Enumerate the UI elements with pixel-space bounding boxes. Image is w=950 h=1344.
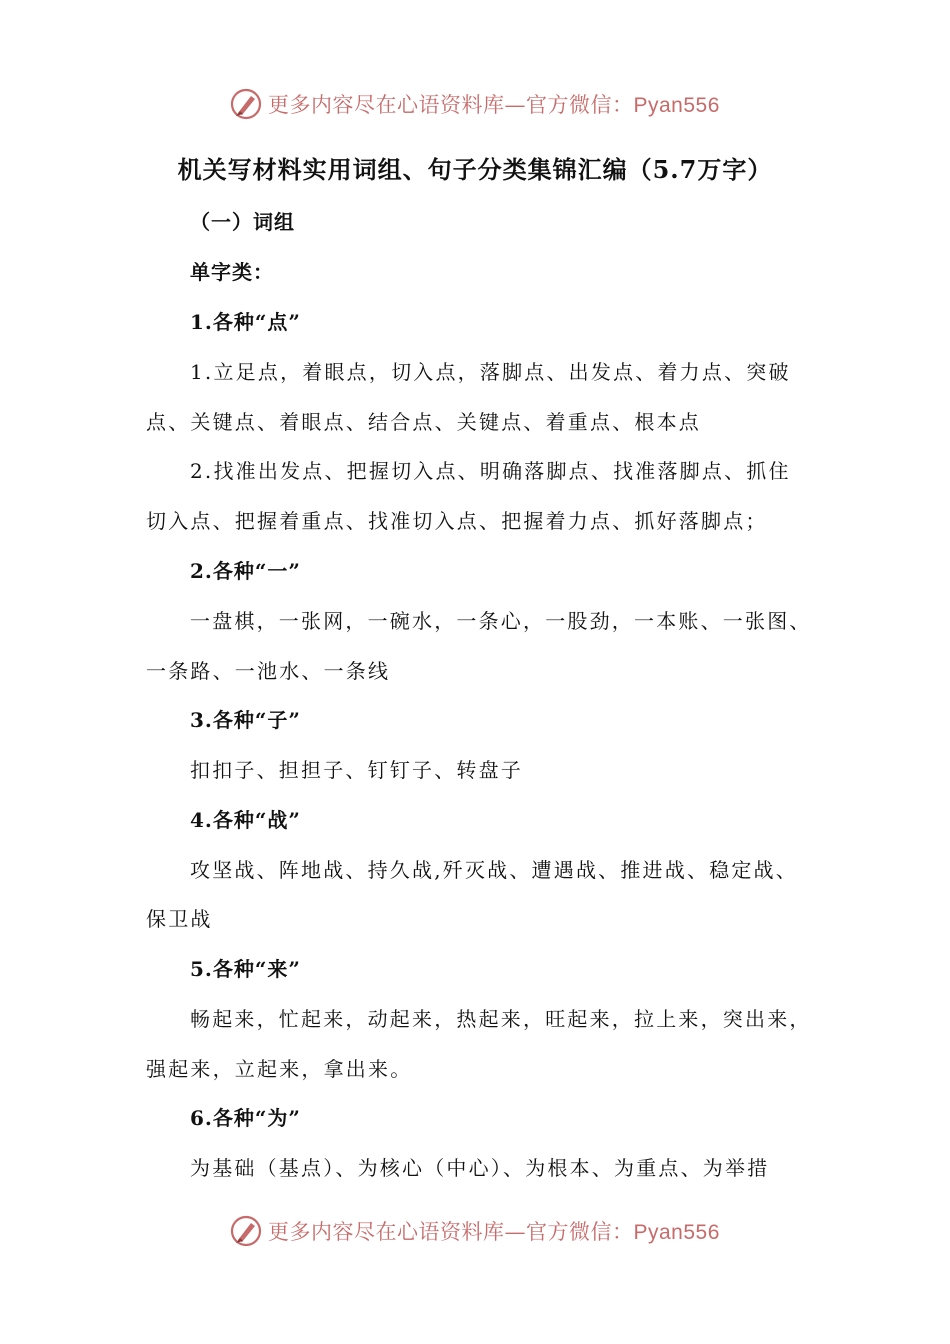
banner-text: 更多内容尽在心语资料库—官方微信：Pyan556	[268, 93, 720, 117]
banner-text: 更多内容尽在心语资料库—官方微信：Pyan556	[268, 1220, 720, 1244]
paragraph-line: 一盘棋，一张网，一碗水，一条心，一股劲，一本账、一张图、	[190, 609, 812, 633]
item-heading: 5.各种“来”	[190, 957, 301, 981]
document-title: 机关写材料实用词组、句子分类集锦汇编（5.7万字）	[177, 155, 773, 184]
wechat-id: Pyan556	[633, 94, 720, 117]
footer-banner	[228, 1211, 720, 1251]
item-heading: 6.各种“为”	[190, 1106, 301, 1130]
paragraph-line: 一条路、一池水、一条线	[146, 659, 391, 683]
item-heading: 3.各种“子”	[190, 708, 301, 732]
paragraph-line: 畅起来，忙起来，动起来，热起来，旺起来，拉上来，突出来，	[190, 1007, 812, 1031]
item-heading: 4.各种“战”	[190, 808, 301, 832]
pen-nib-logo-icon	[228, 1213, 264, 1249]
pen-nib-logo-icon	[228, 86, 264, 122]
item-heading: 1.各种“点”	[190, 310, 301, 334]
paragraph-line: 切入点、把握着重点、找准切入点、把握着力点、抓好落脚点；	[146, 509, 768, 533]
section-heading: （一）词组	[190, 210, 295, 234]
paragraph-line: 攻坚战、阵地战、持久战,歼灭战、遭遇战、推进战、稳定战、	[190, 858, 798, 882]
paragraph-line: 强起来，立起来，拿出来。	[146, 1057, 413, 1081]
paragraph-line: 为基础（基点）、为核心（中心）、为根本、为重点、为举措	[190, 1156, 770, 1180]
wechat-id: Pyan556	[633, 1221, 720, 1244]
paragraph-line: 扣扣子、担担子、钉钉子、转盘子	[190, 758, 523, 782]
paragraph-line: 保卫战	[146, 907, 213, 931]
paragraph-line: 2.找准出发点、把握切入点、明确落脚点、找准落脚点、抓住	[190, 459, 791, 483]
category-heading: 单字类：	[190, 260, 274, 284]
header-banner	[228, 84, 720, 124]
paragraph-line: 点、关键点、着眼点、结合点、关键点、着重点、根本点	[146, 410, 701, 434]
paragraph-line: 1.立足点，着眼点，切入点，落脚点、出发点、着力点、突破	[190, 360, 791, 384]
item-heading: 2.各种“一”	[190, 559, 301, 583]
